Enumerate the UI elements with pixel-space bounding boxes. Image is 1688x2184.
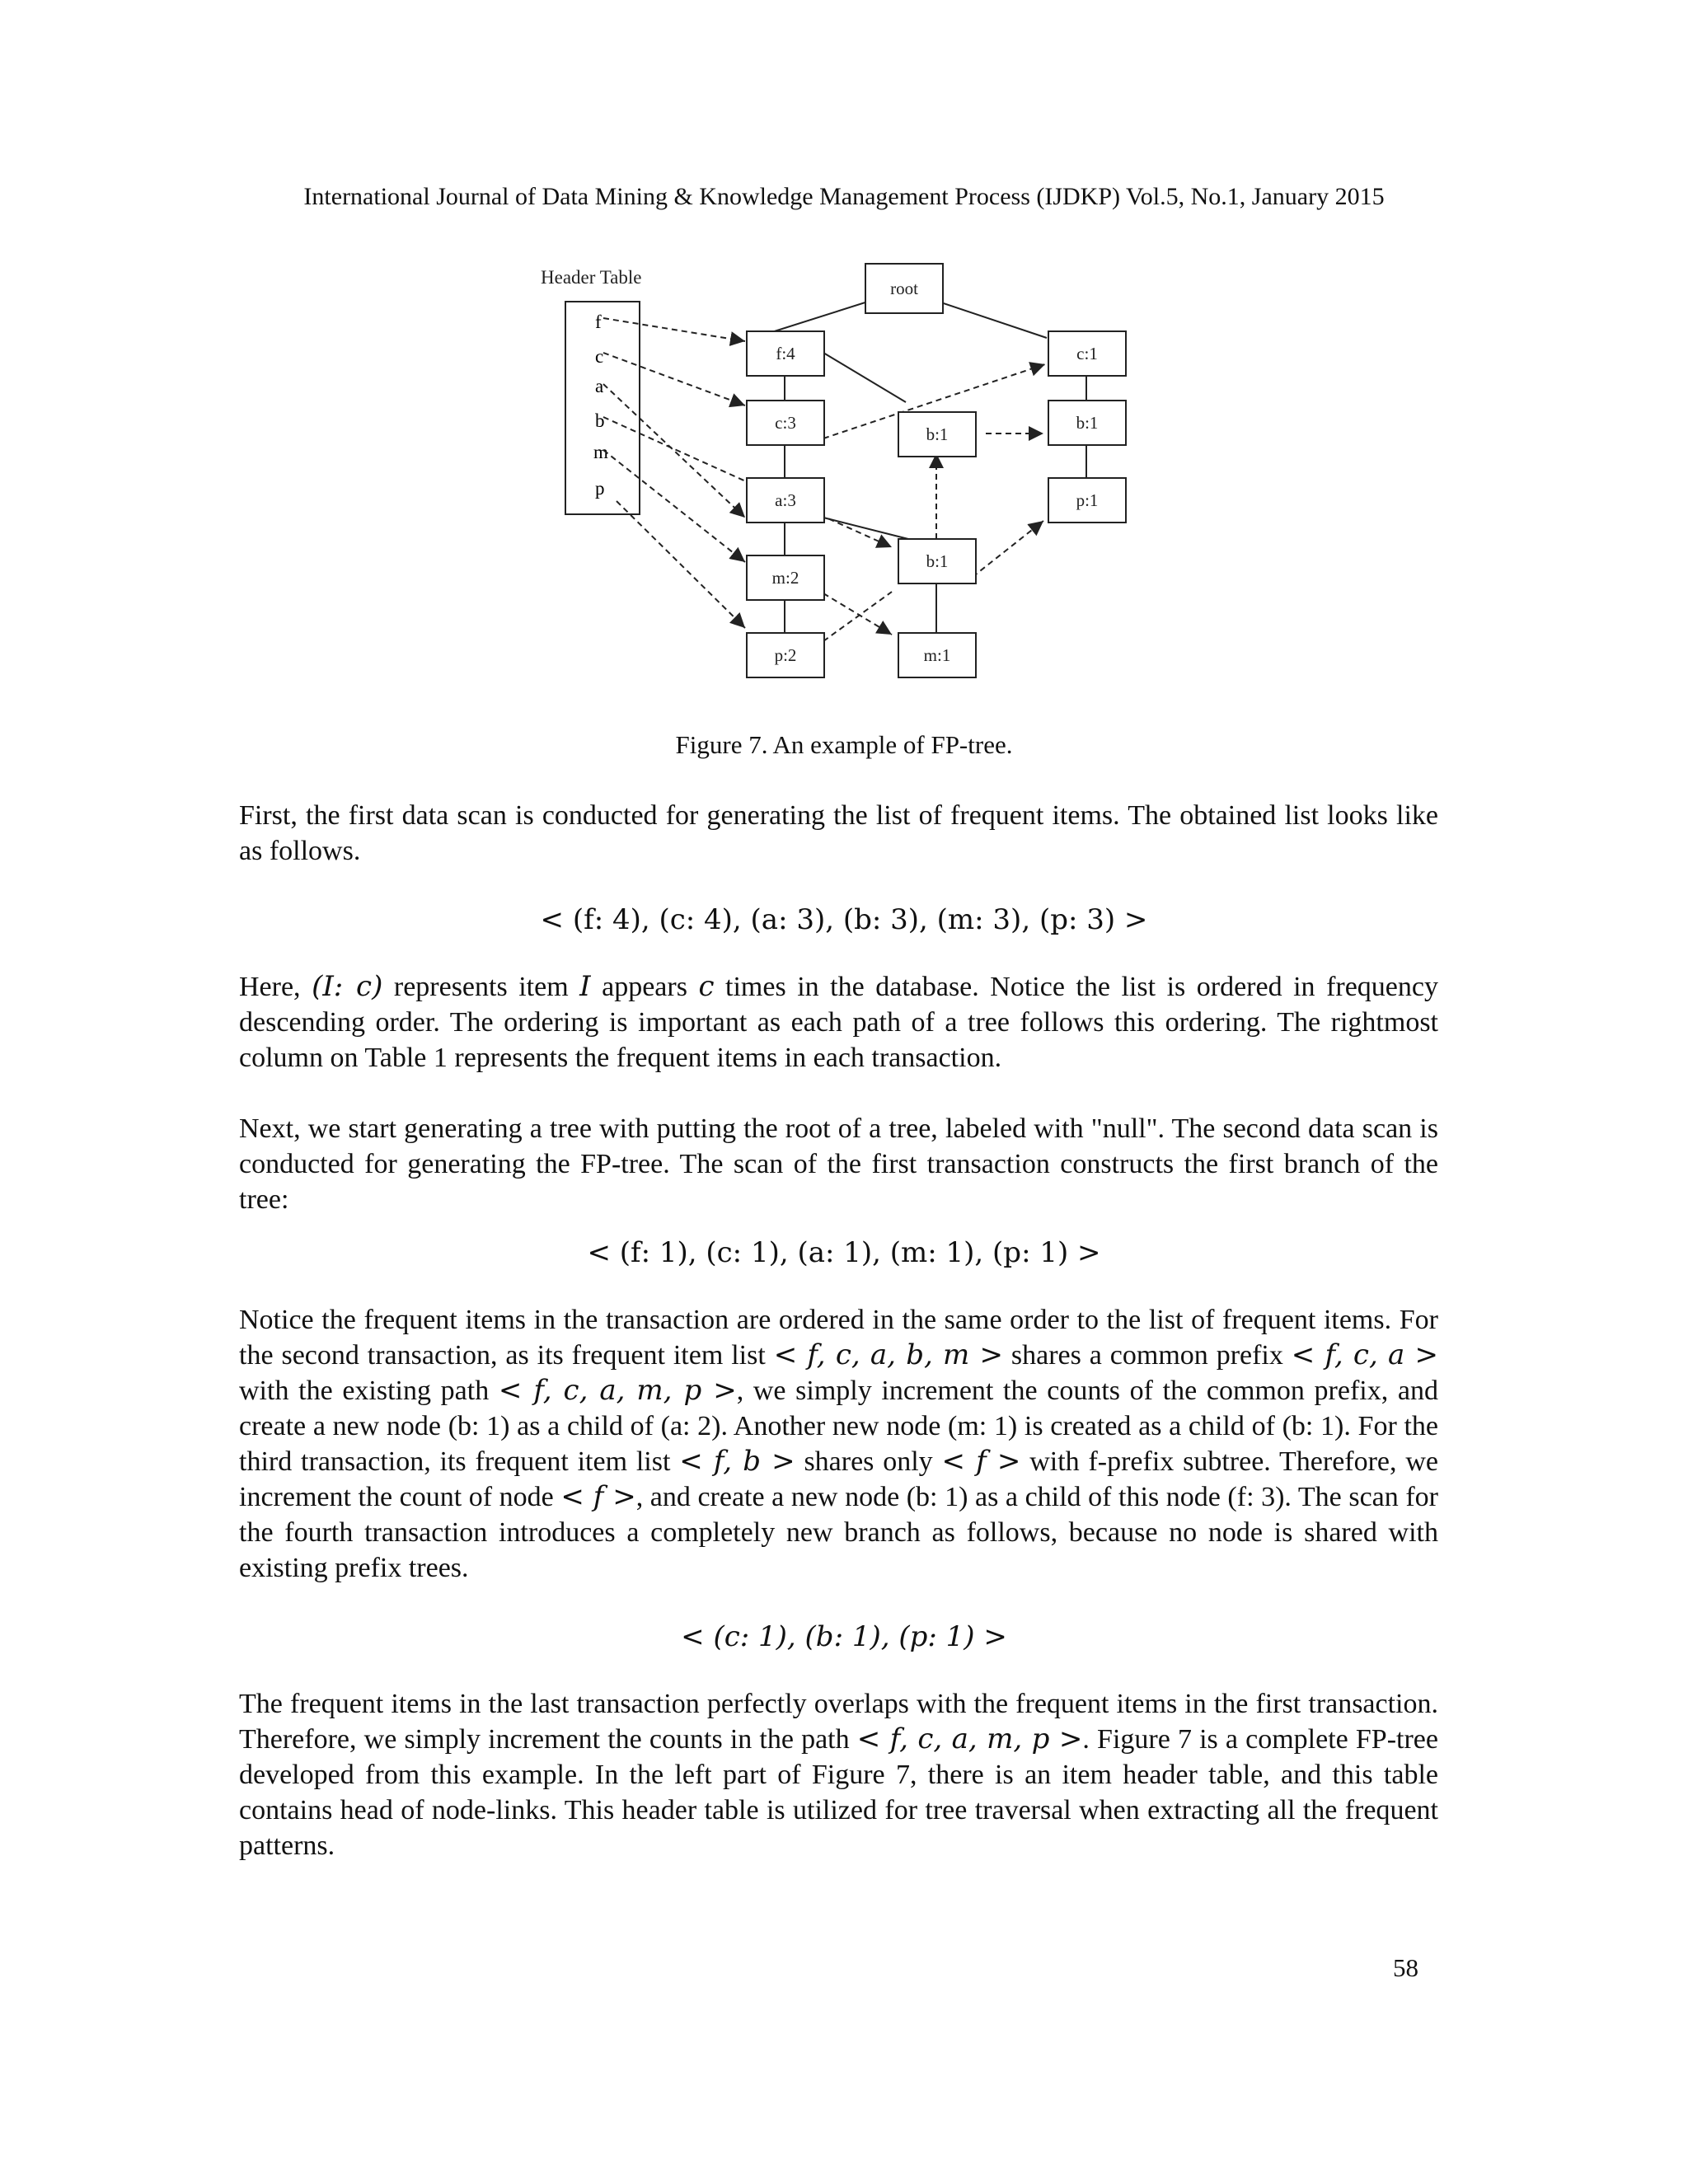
- node-b1-mid-label: b:1: [926, 424, 949, 444]
- p2-math-item: I: [579, 970, 591, 1003]
- node-b1-right-label: b:1: [1076, 413, 1099, 433]
- p5-math-1: < f, c, a, m, p >: [856, 1722, 1083, 1755]
- node-b1-low-label: b:1: [926, 551, 949, 571]
- p4-text-3: with the existing path: [239, 1376, 499, 1406]
- p2-math-item-count: (I: c): [312, 970, 383, 1003]
- page-number: 58: [1393, 1953, 1418, 1982]
- formula-fourth-branch-text: < (c: 1), (b: 1), (p: 1) >: [681, 1620, 1007, 1653]
- p4-math-3: < f, c, a, m, p >: [498, 1374, 737, 1407]
- p2-text-3: appears: [590, 972, 699, 1002]
- paragraph-5: [239, 1686, 1438, 1863]
- p4-text-7: , and create a new node (b: 1) as a child of this node (f: 3). The scan for the fourth transaction introduces a completely new branch as follows, because no node is shared with existing prefix trees.: [239, 1482, 1438, 1583]
- p4-text-5: shares only: [795, 1446, 942, 1477]
- header-item-p: p: [595, 478, 605, 499]
- p4-math-1: < f, c, a, b, m >: [773, 1338, 1003, 1371]
- p4-math-5: < f >: [941, 1445, 1021, 1478]
- paragraph-1: First, the first data scan is conducted for generating the list of frequent items. The obtained list looks like as follows.: [239, 800, 1438, 866]
- p2-math-count: c: [698, 970, 715, 1003]
- p2-text-1: Here,: [239, 972, 312, 1002]
- paragraph-2: [239, 969, 1438, 1076]
- node-c1-label: c:1: [1076, 344, 1098, 363]
- header-item-m: m: [593, 442, 608, 462]
- formula-frequent-list: < (f: 4), (c: 4), (a: 3), (b: 3), (m: 3), (p: 3) >: [540, 903, 1148, 936]
- formula-fourth-branch: [0, 1620, 1688, 1653]
- header-table-title: Header Table: [541, 267, 642, 288]
- formula-first-branch: < (f: 1), (c: 1), (a: 1), (m: 1), (p: 1) >: [587, 1236, 1101, 1269]
- figure-caption: Figure 7. An example of FP-tree.: [675, 730, 1013, 759]
- p4-math-6: < f >: [560, 1480, 636, 1513]
- p4-math-4: < f, b >: [679, 1445, 795, 1478]
- node-m2-label: m:2: [771, 568, 799, 588]
- header-item-f: f: [595, 312, 602, 332]
- p2-text-2: represents item: [382, 972, 580, 1002]
- p4-text-2: shares a common prefix: [1002, 1340, 1292, 1371]
- node-m1-label: m:1: [923, 645, 951, 665]
- node-f4-label: f:4: [776, 344, 795, 363]
- header-item-a: a: [595, 376, 604, 396]
- p4-text-6: with f-prefix subtree. Therefore, we increment the count of node: [239, 1446, 1439, 1512]
- fp-tree-figure: [528, 255, 1154, 701]
- node-a3-label: a:3: [775, 490, 796, 510]
- node-c3-label: c:3: [775, 413, 796, 433]
- header-item-c: c: [595, 346, 604, 367]
- header-item-b: b: [595, 410, 605, 431]
- p4-math-2: < f, c, a >: [1291, 1338, 1438, 1371]
- node-root-label: root: [890, 279, 918, 298]
- p4-text-4: , we simply increment the counts of the common prefix, and create a new node (b: 1) as a child of (a: 2). Another new node (m: 1) is created as a child of (b: 1). For the third transaction, its frequent item list: [239, 1376, 1438, 1477]
- running-header: International Journal of Data Mining & Knowledge Management Process (IJDKP) Vol.5, No.1, January 2015: [303, 183, 1385, 210]
- p2-text-4: times in the database. Notice the list is ordered in frequency descending order. The ordering is important as each path of a tree follows this ordering. The rightmost column on Table 1 represents the frequent items in each transaction.: [239, 972, 1438, 1073]
- node-p2-label: p:2: [774, 645, 797, 665]
- paragraph-4: [239, 1302, 1438, 1586]
- p5-text-1: The frequent items in the last transaction perfectly overlaps with the frequent items in the first transaction. Therefore, we simply increment the counts in the path: [239, 1689, 1438, 1755]
- node-p1-label: p:1: [1076, 490, 1099, 510]
- p4-text-1: Notice the frequent items in the transaction are ordered in the same order to the list of frequent items. For the second transaction, as its frequent item list: [239, 1305, 1438, 1371]
- paragraph-3: Next, we start generating a tree with putting the root of a tree, labeled with "null". The second data scan is conducted for generating the FP-tree. The scan of the first transaction constructs the first branch of the tree:: [239, 1113, 1438, 1215]
- p5-text-2: . Figure 7 is a complete FP-tree developed from this example. In the left part of Figure 7, there is an item header table, and this table contains head of node-links. This header table is utilized for tree traversal when extracting all the frequent patterns.: [239, 1724, 1438, 1861]
